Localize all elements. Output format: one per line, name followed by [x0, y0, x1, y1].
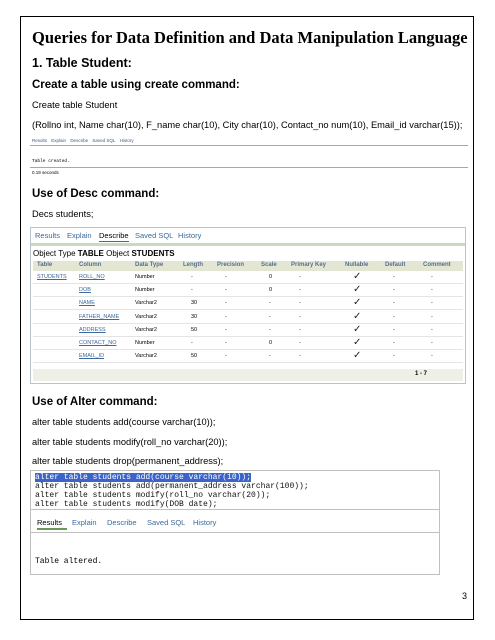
cell-length: 50: [191, 353, 198, 360]
divider: [30, 145, 468, 146]
cell-precision: -: [225, 274, 227, 280]
header-col-default: Default: [385, 262, 406, 268]
cell-default: -: [393, 287, 395, 294]
tab-history[interactable]: History: [178, 231, 202, 240]
tab-results[interactable]: Results: [35, 231, 61, 240]
cell-column[interactable]: ROLL_NO: [79, 274, 105, 280]
tab-saved-sql[interactable]: Saved SQL: [92, 138, 116, 143]
cell-comment: -: [431, 340, 433, 346]
cell-length: -: [191, 340, 193, 346]
cell-type: Varchar2: [135, 313, 157, 320]
cell-scale: -: [269, 313, 271, 320]
cell-comment: -: [431, 274, 433, 280]
alter-line-3: alter table students drop(permanent_address);: [32, 456, 224, 466]
cell-nullable: ✓: [353, 297, 362, 309]
cell-scale: 0: [269, 274, 273, 280]
describe-result-screenshot: [30, 227, 466, 384]
cell-comment: -: [431, 313, 433, 320]
cell-default: -: [393, 313, 395, 320]
tab-explain[interactable]: Explain: [51, 138, 67, 143]
cell-pk: -: [299, 326, 301, 333]
desc-line: Decs students;: [32, 209, 94, 219]
object-value: STUDENTS: [131, 249, 175, 258]
section-heading-table-student: 1. Table Student:: [32, 56, 132, 70]
row-divider: [33, 296, 463, 297]
divider: [30, 167, 468, 168]
cell-nullable: ✓: [353, 271, 362, 282]
result-message: Table created.: [32, 159, 70, 164]
cell-precision: -: [225, 313, 227, 320]
cell-scale: 0: [269, 340, 273, 346]
tab-separator: [31, 243, 465, 246]
tab-results[interactable]: Results: [32, 138, 48, 143]
tab-describe[interactable]: Describe: [99, 231, 129, 240]
cell-length: 30: [191, 300, 198, 307]
alter-line-2: alter table students modify(roll_no varchar(20));: [32, 437, 228, 447]
row-divider: [33, 362, 463, 363]
cell-nullable: ✓: [353, 323, 362, 335]
cell-column[interactable]: ADDRESS: [79, 326, 106, 333]
header-col-column: Column: [79, 262, 102, 268]
cell-pk: -: [299, 274, 301, 280]
cell-type: Varchar2: [135, 353, 157, 360]
tab-history[interactable]: History: [119, 138, 134, 143]
tab-history[interactable]: History: [193, 518, 217, 527]
header-col-nullable: Nullable: [345, 262, 369, 268]
header-col-primary-key: Primary Key: [291, 262, 327, 268]
cell-pk: -: [299, 313, 301, 320]
object-type-value: TABLE: [77, 249, 104, 258]
cell-nullable: ✓: [353, 310, 362, 322]
cell-scale: -: [269, 326, 271, 333]
cell-nullable: ✓: [353, 337, 362, 348]
cell-comment: -: [431, 300, 433, 307]
header-col-scale: Scale: [261, 262, 277, 268]
cell-column[interactable]: FATHER_NAME: [79, 313, 120, 320]
cell-nullable: ✓: [353, 350, 362, 362]
header-col-comment: Comment: [423, 262, 451, 268]
result-tabs: [31, 228, 465, 242]
cell-column[interactable]: DOB: [79, 287, 91, 294]
active-tab-indicator: [99, 241, 129, 242]
row-divider: [33, 336, 463, 337]
cell-pk: -: [299, 340, 301, 346]
cell-comment: -: [431, 326, 433, 333]
cell-precision: -: [225, 326, 227, 333]
result-message: Table altered.: [35, 557, 103, 566]
cell-nullable: ✓: [353, 284, 362, 296]
cell-type: Number: [135, 287, 155, 294]
alter-result-screenshot: [30, 470, 440, 575]
cell-precision: -: [225, 300, 227, 307]
cell-length: 50: [191, 326, 198, 333]
desc-heading: Use of Desc command:: [32, 188, 160, 200]
code-line-2: alter table students add(permanent_address varchar(100));: [35, 482, 309, 491]
sql-editor[interactable]: [31, 471, 439, 510]
pagination: 1 - 7: [414, 371, 427, 377]
header-col-data-type: Data Type: [135, 262, 164, 268]
row-divider: [33, 349, 463, 350]
alter-heading: Use of Alter command:: [32, 396, 158, 408]
header-col-length: Length: [183, 262, 203, 268]
cell-column[interactable]: EMAIL_ID: [79, 353, 105, 360]
cell-pk: -: [299, 300, 301, 307]
elapsed-time: 0.19 seconds: [32, 170, 59, 175]
tab-saved-sql[interactable]: Saved SQL: [135, 231, 174, 240]
cell-default: -: [393, 353, 395, 360]
create-line-1: Create table Student: [32, 100, 118, 110]
cell-comment: -: [431, 353, 433, 360]
code-line-3: alter table students modify(roll_no varchar(20));: [35, 491, 271, 500]
object-info: [33, 249, 175, 258]
code-line-4: alter table students modify(DOB date);: [35, 500, 218, 509]
tab-explain[interactable]: Explain: [72, 518, 97, 527]
header-col-precision: Precision: [217, 262, 245, 268]
cell-pk: -: [299, 287, 301, 294]
tab-describe[interactable]: Describe: [107, 518, 137, 527]
active-tab-indicator: [37, 528, 67, 530]
cell-table[interactable]: STUDENTS: [37, 274, 67, 280]
cell-scale: 0: [269, 287, 273, 294]
cell-column[interactable]: NAME: [79, 300, 95, 307]
cell-length: -: [191, 287, 193, 294]
object-type-label: Object Type: [33, 249, 76, 258]
cell-column[interactable]: CONTACT_NO: [79, 340, 117, 346]
cell-type: Varchar2: [135, 300, 157, 307]
cell-type: Number: [135, 274, 155, 280]
row-divider: [33, 283, 463, 284]
cell-length: -: [191, 274, 193, 280]
row-divider: [33, 323, 463, 324]
cell-default: -: [393, 300, 395, 307]
create-result-screenshot: [30, 137, 468, 183]
header-col-table: Table: [37, 262, 53, 268]
tab-results[interactable]: Results: [37, 518, 63, 527]
create-heading: Create a table using create command:: [32, 79, 240, 91]
cell-scale: -: [269, 353, 271, 360]
cell-precision: -: [225, 340, 227, 346]
object-label: Object: [106, 249, 130, 258]
cell-default: -: [393, 274, 395, 280]
cell-pk: -: [299, 353, 301, 360]
cell-scale: -: [269, 300, 271, 307]
divider: [31, 532, 439, 533]
tab-saved-sql[interactable]: Saved SQL: [147, 518, 186, 527]
cell-precision: -: [225, 353, 227, 360]
cell-type: Number: [135, 340, 155, 346]
code-line-1: alter table students add(course varchar(10));: [35, 473, 252, 482]
create-line-2: (Rollno int, Name char(10), F_name char(10), City char(10), Contact_no num(10), Email_id varchar(15));: [32, 120, 463, 130]
cell-length: 30: [191, 313, 198, 320]
cell-precision: -: [225, 287, 227, 294]
tab-explain[interactable]: Explain: [67, 231, 92, 240]
cell-default: -: [393, 340, 395, 346]
table-footer: [33, 369, 463, 381]
alter-line-1: alter table students add(course varchar(10));: [32, 417, 216, 427]
document-title: Queries for Data Definition and Data Manipulation Language: [32, 28, 468, 47]
row-divider: [33, 309, 463, 310]
page-number: 3: [461, 591, 467, 601]
cell-comment: -: [431, 287, 433, 294]
tab-describe[interactable]: Describe: [70, 138, 89, 143]
cell-type: Varchar2: [135, 326, 157, 333]
cell-default: -: [393, 326, 395, 333]
